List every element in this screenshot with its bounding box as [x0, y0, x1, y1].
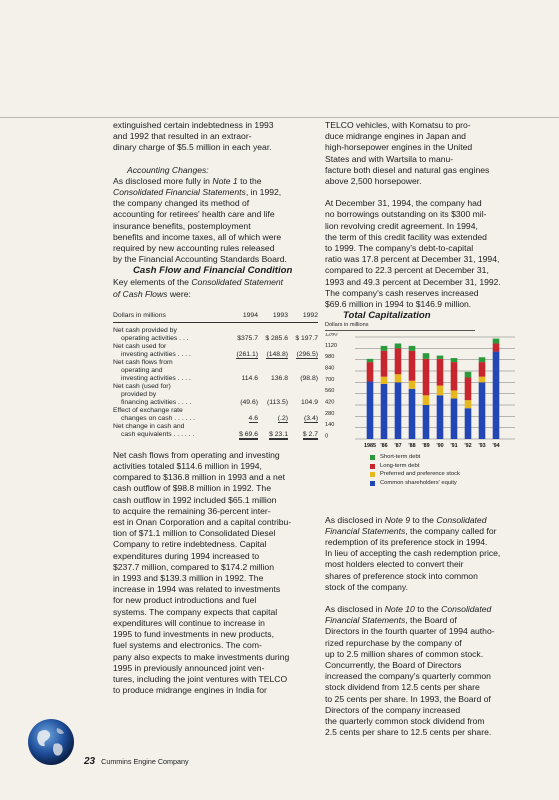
table-unit-label: Dollars in millions [113, 311, 166, 319]
table-cell [258, 415, 288, 423]
left-column [113, 120, 318, 696]
x-tick-label: '88 [408, 443, 416, 450]
table-cell [228, 423, 258, 431]
row-label: financing activities . . . . [121, 398, 192, 406]
table-cell [228, 351, 258, 359]
cell-value: $ 2.7 [302, 430, 318, 438]
text-line: fuel systems and electronics. The com- [113, 640, 262, 651]
bar-segment [451, 358, 458, 362]
text-line: tures, including the joint ventures with TELCO [113, 673, 288, 684]
legend-swatch [370, 464, 375, 469]
top-rule [0, 117, 559, 118]
text-line: The company's cash reserves increased [325, 287, 479, 298]
legend-swatch [370, 455, 375, 460]
table-cell [288, 359, 318, 367]
text-line: duce midrange engines in Japan and [325, 131, 466, 142]
text-line: TELCO vehicles, with Komatsu to pro- [325, 120, 471, 130]
table-cell [228, 367, 258, 375]
text-line: to the [410, 514, 437, 525]
cell-value: (296.5) [296, 350, 318, 358]
text-line: shares of preference stock into common [325, 570, 478, 581]
row-label: Net cash used for [113, 342, 167, 350]
text-line: to acquire the remaining 36-percent inter- [113, 505, 271, 516]
bar-segment [423, 359, 430, 395]
table-cell [258, 375, 288, 383]
cell-value: (.2) [277, 414, 288, 422]
text-line: increased the company's quarterly common [325, 671, 491, 682]
text-line: to the [237, 175, 262, 186]
table-cell [288, 375, 318, 383]
text-line: , in 1992, [245, 187, 282, 198]
text-line: to 25 cents per share. In 1993, the Board of [325, 693, 491, 704]
text-line: redemption of its preference stock in 1994. [325, 537, 488, 548]
row-label: Net cash flows from [113, 358, 173, 366]
x-tick-label: '91 [450, 443, 458, 450]
table-cell [288, 351, 318, 359]
text-line: high-horsepower engines in the United [325, 142, 473, 153]
cash-flow-heading: Cash Flow and Financial Condition [133, 265, 293, 277]
table-row [113, 423, 318, 431]
bar-segment [451, 399, 458, 439]
bar-segment [395, 349, 402, 375]
text-line: to produce midrange engines in India for [113, 685, 267, 696]
bar-segment [367, 362, 374, 381]
bar-segment [479, 383, 486, 440]
table-row [113, 335, 318, 343]
text-line: , the Board of [405, 615, 457, 626]
row-label: provided by [121, 390, 157, 398]
table-cell [288, 391, 318, 399]
table-cell [228, 375, 258, 383]
cell-value: $375.7 [237, 334, 258, 342]
table-cell [258, 391, 288, 399]
para-net-cash [113, 450, 318, 696]
bar-segment [479, 377, 486, 383]
cell-value: 104.9 [300, 398, 318, 406]
text-line: extinguished certain indebtedness in 1993 [113, 120, 274, 130]
table-cell [228, 415, 258, 423]
text-line: stock of the company. [325, 581, 408, 592]
bar-segment [395, 383, 402, 440]
chart-unit-label: Dollars in millions [325, 322, 475, 331]
text-line: activities totaled $114.6 million in 1994, [113, 461, 262, 472]
y-tick-label: 560 [325, 388, 335, 395]
table-cell [258, 335, 288, 343]
table-header [113, 312, 318, 323]
table-row [113, 407, 318, 415]
text-line: above 2,500 horsepower. [325, 176, 422, 187]
legend-item [370, 479, 521, 488]
legend-label: Short-term debt [380, 454, 421, 461]
bar-segment [493, 339, 500, 344]
note-ref: Note 1 [212, 175, 238, 186]
earth-globe-icon [27, 718, 75, 766]
text-line: and 1992 that resulted in an extraor- [113, 131, 252, 142]
bar-segment [437, 356, 444, 359]
bar-segment [451, 362, 458, 390]
reference-text: Note 9 [384, 514, 411, 525]
text-line: 1995 in previously announced joint ven- [113, 662, 265, 673]
para-extinguished [113, 120, 318, 154]
cell-value: 114.6 [241, 374, 258, 382]
text-line: no borrowings outstanding on its $300 mil- [325, 209, 487, 220]
table-cell [288, 399, 318, 407]
para-borrowings [325, 198, 521, 310]
x-tick-label: '90 [436, 443, 444, 450]
reference-text: Note 10 [384, 604, 415, 615]
reference-text: Financial Statements [325, 615, 406, 626]
reference-text: Financial Statements [325, 525, 406, 536]
cell-value: $ 23.1 [269, 430, 288, 438]
table-cell [288, 367, 318, 375]
bar-segment [437, 386, 444, 396]
table-cell [258, 423, 288, 431]
text-line: expenditures during 1994 increased to [113, 550, 260, 561]
y-tick-label: 980 [325, 354, 335, 361]
statement-ref: of Cash Flows [113, 288, 168, 299]
text-line: As disclosed more fully in [113, 175, 213, 186]
text-line: the term of this credit facility was extended [325, 231, 487, 242]
bar-segment [465, 408, 472, 439]
table-cell [258, 359, 288, 367]
bar-segment [493, 344, 500, 352]
table-cell [258, 343, 288, 351]
text-line: Company to retire indebtedness. Capital [113, 539, 267, 550]
x-tick-label: '94 [492, 443, 500, 450]
bar-segment [423, 396, 430, 406]
text-line: 1995 to fund investments in new products, [113, 629, 274, 640]
table-cell [228, 431, 258, 439]
x-tick-label: '92 [464, 443, 472, 450]
text-line: Key elements of the [113, 277, 192, 288]
row-label: Net change in cash and [113, 422, 185, 430]
text-line: to the [414, 604, 442, 615]
text-line: were: [167, 288, 191, 299]
page-footer [84, 757, 189, 767]
table-cell [288, 383, 318, 391]
table-cell [258, 367, 288, 375]
text-line: ratio was 17.8 percent at December 31, 1994, [325, 254, 500, 265]
cell-value: $ 197.7 [295, 334, 318, 342]
bar-segment [437, 359, 444, 386]
text-line: Concurrently, the Board of Directors [325, 660, 462, 671]
table-cell [228, 407, 258, 415]
table-row [113, 391, 318, 399]
para-preference-stock [325, 515, 521, 593]
text-line: In lieu of accepting the cash redemption price, [325, 548, 501, 559]
y-tick-label: 1260 [325, 333, 338, 338]
year-header: 1992 [302, 311, 318, 319]
right-column [325, 120, 521, 738]
table-row [113, 415, 318, 423]
y-tick-label: 0 [325, 433, 329, 440]
bar-segment [493, 352, 500, 439]
text-line: $237.7 million, compared to $174.2 million [113, 561, 274, 572]
table-cell [258, 407, 288, 415]
text-line: benefits and income taxes, all of which were [113, 231, 282, 242]
x-tick-label: 1985 [364, 443, 376, 450]
table-cell [258, 431, 288, 439]
bar-segment [423, 405, 430, 439]
text-line: accounting for retirees' health care and life [113, 209, 275, 220]
table-row [113, 375, 318, 383]
y-tick-label: 840 [325, 365, 335, 372]
text-line: in 1993 and $139.3 million in 1992. The [113, 573, 264, 584]
accounting-changes-heading: Accounting Changes: [127, 164, 209, 175]
table-row [113, 431, 318, 439]
table-cell [288, 423, 318, 431]
x-tick-label: '89 [422, 443, 430, 450]
table-cell [288, 407, 318, 415]
legend-label: Long-term debt [380, 462, 420, 469]
cell-value: (3.4) [304, 414, 318, 422]
text-line: Net cash flows from operating and investing [113, 449, 280, 460]
para-repurchase [325, 604, 521, 738]
bar-segment [465, 400, 472, 408]
row-label: changes on cash . . . . . . [121, 414, 196, 422]
text-line: est in Onan Corporation and a capital contribu- [113, 517, 292, 528]
table-cell [288, 343, 318, 351]
table-cell [228, 327, 258, 335]
capitalization-chart [325, 333, 521, 453]
text-line: 2.5 cents per share to 12.5 cents per share. [325, 727, 492, 738]
cash-flow-table [113, 312, 318, 439]
row-label: operating and [121, 366, 163, 374]
legend-label: Preferred and preference stock [380, 471, 460, 478]
bar-segment [381, 346, 388, 351]
table-cell [258, 327, 288, 335]
text-line: stock dividend from 12.5 cents per share [325, 682, 480, 693]
text-line: cash outflow in 1992 included $65.1 million [113, 494, 277, 505]
text-line: States and with Wartsila to manu- [325, 153, 454, 164]
bar-segment [409, 346, 416, 351]
row-label: cash equivalents . . . . . . [121, 430, 195, 438]
cell-value: $ 285.6 [265, 334, 288, 342]
table-row [113, 399, 318, 407]
x-tick-label: '93 [478, 443, 486, 450]
bar-segment [465, 372, 472, 378]
table-cell [288, 327, 318, 335]
reference-text: Consolidated [436, 514, 487, 525]
y-tick-label: 140 [325, 422, 335, 429]
text-line: 1993 and 49.3 percent at December 31, 1992. [325, 276, 501, 287]
y-tick-label: 280 [325, 411, 335, 418]
bar-segment [381, 384, 388, 439]
text-line: the company changed its method of [113, 198, 250, 209]
row-label: investing activities . . . . [121, 374, 191, 382]
table-row [113, 367, 318, 375]
bar-segment [437, 396, 444, 440]
table-cell [228, 343, 258, 351]
legend-item [370, 453, 521, 462]
x-tick-label: '86 [380, 443, 388, 450]
text-line: Directors of the company increased [325, 704, 461, 715]
row-label: Effect of exchange rate [113, 406, 183, 414]
para-telco [325, 120, 521, 187]
text-line: up to 2.5 million shares of common stock. [325, 648, 484, 659]
cell-value: $ 69.6 [239, 430, 258, 438]
cell-value: (261.1) [236, 350, 258, 358]
year-header: 1994 [242, 311, 258, 319]
row-label: Net cash (used for) [113, 382, 171, 390]
legend-swatch [370, 472, 375, 477]
table-cell [258, 399, 288, 407]
table-cell [288, 431, 318, 439]
text-line: for new product introductions and fuel [113, 595, 257, 606]
text-line: $69.6 million in 1994 to $146.9 million. [325, 299, 472, 310]
bar-segment [423, 353, 430, 359]
text-line: As disclosed in [325, 514, 385, 525]
legend-item [370, 462, 521, 471]
chart-title: Total Capitalization [343, 310, 431, 322]
text-line: systems. The company expects that capital [113, 606, 278, 617]
text-line: , the company called for [405, 525, 497, 536]
statement-ref: Consolidated Statement [191, 277, 284, 288]
reference-text: Consolidated [441, 604, 492, 615]
table-row [113, 327, 318, 335]
para-key-elements [113, 277, 318, 299]
bar-segment [479, 362, 486, 377]
row-label: Net cash provided by [113, 326, 177, 334]
year-header: 1993 [272, 311, 288, 319]
table-cell [228, 359, 258, 367]
bar-segment [465, 378, 472, 401]
y-tick-label: 700 [325, 377, 335, 384]
chart-svg [325, 333, 521, 453]
bar-segment [381, 377, 388, 384]
cell-value: (148.8) [266, 350, 288, 358]
row-label: investing activities . . . . [121, 350, 191, 358]
text-line: rized repurchase by the company of [325, 637, 462, 648]
bar-segment [451, 391, 458, 399]
company-name: Cummins Engine Company [101, 757, 189, 766]
legend-label: Common shareholders' equity [380, 480, 457, 487]
text-line: As disclosed in [325, 604, 385, 615]
text-line: the quarterly common stock dividend from [325, 716, 485, 727]
bar-segment [367, 359, 374, 362]
table-cell [228, 335, 258, 343]
y-tick-label: 420 [325, 399, 335, 406]
table-row [113, 359, 318, 367]
text-line: Directors in the fourth quarter of 1994 autho- [325, 626, 495, 637]
bar-segment [367, 382, 374, 439]
x-tick-label: '87 [394, 443, 402, 450]
text-line: expenditures will continue to increase in [113, 617, 265, 628]
text-line: compared to 22.3 percent at December 31, [325, 265, 489, 276]
table-cell [228, 383, 258, 391]
legend-swatch [370, 481, 375, 486]
table-row [113, 343, 318, 351]
y-tick-label: 1120 [325, 343, 338, 350]
cell-value: 4.6 [248, 414, 258, 422]
row-label: operating activities . . . [121, 334, 189, 342]
text-line: insurance benefits, postemployment [113, 220, 251, 231]
text-line: At December 31, 1994, the company had [325, 198, 482, 209]
table-row [113, 351, 318, 359]
bar-segment [479, 357, 486, 362]
text-line: cash outflow of $98.8 million in 1992. The [113, 483, 271, 494]
text-line: to 1999. The company's debt-to-capital [325, 243, 474, 254]
table-row [113, 383, 318, 391]
text-line: lion revolving credit agreement. In 1994, [325, 220, 478, 231]
bar-segment [409, 389, 416, 439]
text-line: dinary charge of $5.5 million in each year. [113, 142, 272, 153]
text-line: facture both diesel and natural gas engines [325, 164, 490, 175]
bar-segment [395, 344, 402, 349]
table-cell [228, 391, 258, 399]
text-line: most holders elected to convert their [325, 559, 464, 570]
table-cell [288, 335, 318, 343]
page-number: 23 [84, 756, 96, 767]
bar-segment [381, 351, 388, 377]
text-line: compared to $136.8 million in 1993 and a net [113, 472, 285, 483]
para-accounting [113, 176, 318, 266]
table-cell [228, 399, 258, 407]
table-cell [288, 415, 318, 423]
text-line: increase in 1994 was related to investments [113, 584, 281, 595]
cell-value: (98.8) [300, 374, 318, 382]
text-line: by the Financial Accounting Standards Board. [113, 254, 287, 265]
text-line: required by new accounting rules released [113, 243, 275, 254]
cell-value: 136.8 [270, 374, 288, 382]
chart-legend [370, 453, 521, 487]
cell-value: (113.5) [266, 398, 288, 406]
bar-segment [409, 381, 416, 389]
table-cell [258, 351, 288, 359]
bar-segment [395, 374, 402, 382]
text-line: tion of $71.1 million to Consolidated Diesel [113, 528, 276, 539]
table-cell [258, 383, 288, 391]
legend-item [370, 470, 521, 479]
cell-value: (49.6) [240, 398, 258, 406]
statement-ref: Consolidated Financial Statements [113, 187, 246, 198]
bar-segment [409, 351, 416, 381]
text-line: pany also expects to make investments during [113, 651, 290, 662]
